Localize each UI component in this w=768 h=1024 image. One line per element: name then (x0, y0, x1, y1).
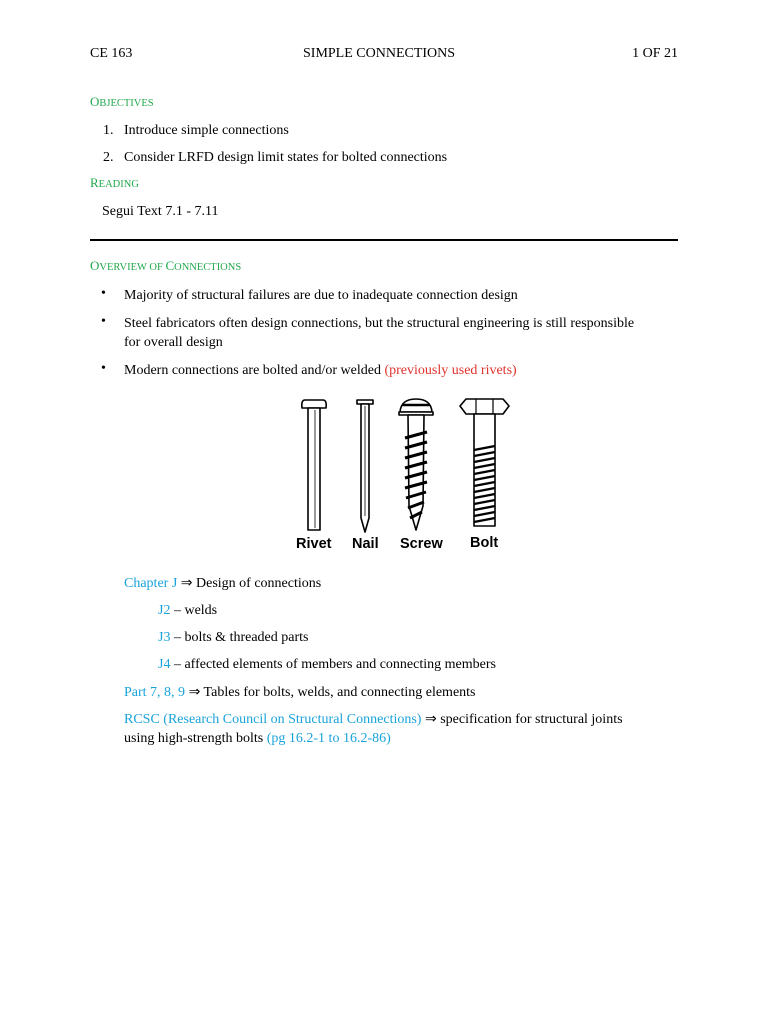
parts-link[interactable]: Part 7, 8, 9 (124, 685, 186, 700)
screw-label: Screw (400, 536, 443, 552)
rivets-note: (previously used rivets) (384, 363, 517, 378)
page-number: 1 OF 21 (632, 46, 678, 61)
reading-heading: READING (90, 175, 139, 190)
bullet-marker: • (101, 314, 106, 329)
course-code: CE 163 (90, 46, 133, 61)
j4-link[interactable]: J4 (158, 657, 171, 672)
chapter-j-line: Chapter J ⇒ Design of connections (124, 576, 322, 591)
nail-label: Nail (352, 536, 379, 552)
j2-link[interactable]: J2 (158, 603, 171, 618)
nail-drawing (357, 400, 373, 532)
objective-item: Introduce simple connections (124, 123, 289, 138)
screw-drawing (399, 399, 433, 530)
overview-bullet-continuation: for overall design (124, 335, 223, 350)
rivet-label: Rivet (296, 536, 332, 552)
reading-text: Segui Text 7.1 - 7.11 (102, 204, 219, 219)
bolt-drawing (460, 399, 509, 526)
j4-line: J4 – affected elements of members and connecting members (158, 657, 496, 672)
rcsc-line: RCSC (Research Council on Structural Connections) ⇒ specification for structural joints (124, 712, 623, 727)
chapter-j-link[interactable]: Chapter J (124, 576, 178, 591)
overview-bullet: Steel fabricators often design connections, but the structural engineering is still responsible (124, 316, 635, 331)
bullet-marker: • (101, 286, 106, 301)
objective-item: Consider LRFD design limit states for bolted connections (124, 150, 448, 165)
j2-line: J2 – welds (158, 603, 218, 618)
j3-line: J3 – bolts & threaded parts (158, 630, 309, 645)
objective-number: 2. (103, 150, 114, 165)
document-title: SIMPLE CONNECTIONS (303, 46, 456, 61)
rcsc-line-continuation: using high-strength bolts (pg 16.2-1 to 16.2-86) (124, 731, 391, 746)
bolt-label: Bolt (470, 535, 499, 551)
parts-line: Part 7, 8, 9 ⇒ Tables for bolts, welds, and connecting elements (124, 685, 476, 700)
objectives-heading: OBJECTIVES (90, 94, 154, 109)
overview-bullet: Modern connections are bolted and/or welded (previously used rivets) (124, 363, 517, 378)
objective-number: 1. (103, 123, 114, 138)
fasteners-illustration (290, 394, 520, 539)
overview-heading: OVERVIEW OF CONNECTIONS (90, 258, 242, 273)
rcsc-link[interactable]: RCSC (Research Council on Structural Connections) (124, 712, 422, 727)
overview-bullet: Majority of structural failures are due to inadequate connection design (124, 288, 518, 303)
section-divider (90, 239, 678, 241)
rivet-drawing (302, 400, 326, 530)
rcsc-pages-link[interactable]: (pg 16.2-1 to 16.2-86) (266, 731, 391, 746)
j3-link[interactable]: J3 (158, 630, 171, 645)
bullet-marker: • (101, 361, 106, 376)
